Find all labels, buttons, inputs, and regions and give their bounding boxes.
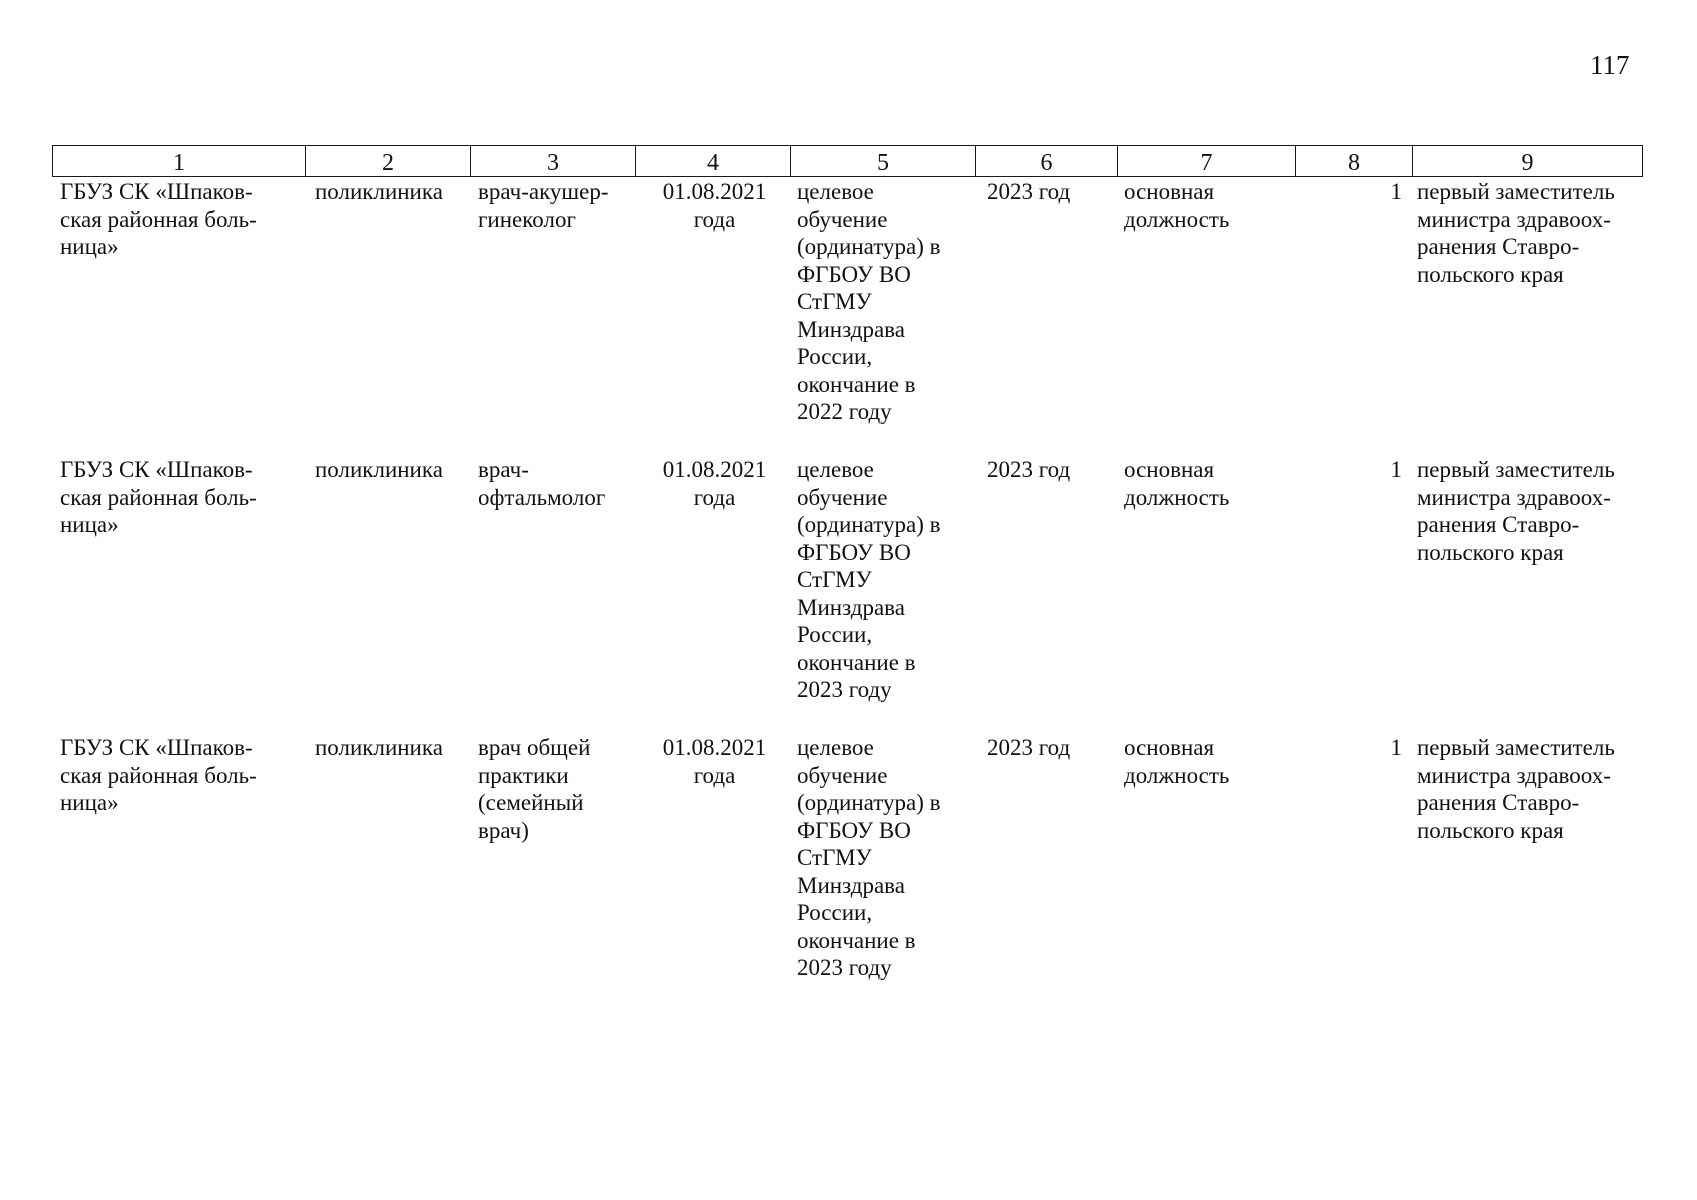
organization-cell: ГБУЗ СК «Шпаков- ская районная боль- ница» (60, 735, 257, 815)
job-type-cell: основная должность (1124, 735, 1230, 788)
column-header-6: 6 (976, 146, 1118, 177)
column-header-9: 9 (1413, 146, 1643, 177)
column-header-5: 5 (791, 146, 976, 177)
official-cell: первый заместитель министра здравоох- ранения Ставро- польского края (1417, 457, 1615, 565)
job-type-cell: основная должность (1124, 457, 1230, 510)
page-number: 117 (1590, 50, 1630, 80)
column-header-7: 7 (1118, 146, 1296, 177)
unit-cell: поликлиника (315, 735, 443, 760)
job-type-cell: основная должность (1124, 179, 1230, 232)
year-cell: 2023 год (987, 179, 1071, 204)
official-cell: первый заместитель министра здравоох- ранения Ставро- польского края (1417, 735, 1615, 843)
date-cell: 01.08.2021 года (662, 179, 767, 232)
year-cell: 2023 год (987, 735, 1071, 760)
training-cell: целевое обучение (ординатура) в ФГБОУ ВО СтГМУ Минздрава России, окончание в 2022 году (797, 179, 941, 424)
column-header-2: 2 (306, 146, 471, 177)
column-header-1: 1 (53, 146, 306, 177)
training-cell: целевое обучение (ординатура) в ФГБОУ ВО СтГМУ Минздрава России, окончание в 2023 году (797, 735, 941, 980)
column-header-8: 8 (1296, 146, 1413, 177)
position-cell: врач- офтальмолог (478, 457, 606, 510)
organization-cell: ГБУЗ СК «Шпаков- ская районная боль- ница» (60, 457, 257, 537)
position-cell: врач общей практики (семейный врач) (478, 735, 591, 843)
date-cell: 01.08.2021 года (662, 735, 767, 788)
column-header-3: 3 (471, 146, 636, 177)
position-cell: врач-акушер- гинеколог (478, 179, 609, 232)
count-cell: 1 (1390, 457, 1402, 482)
count-cell: 1 (1390, 179, 1402, 204)
year-cell: 2023 год (987, 457, 1071, 482)
count-cell: 1 (1390, 735, 1402, 760)
unit-cell: поликлиника (315, 457, 443, 482)
column-number-header (52, 145, 1643, 177)
training-cell: целевое обучение (ординатура) в ФГБОУ ВО СтГМУ Минздрава России, окончание в 2023 году (797, 457, 941, 702)
organization-cell: ГБУЗ СК «Шпаков- ская районная боль- ница» (60, 179, 257, 259)
column-header-4: 4 (636, 146, 791, 177)
official-cell: первый заместитель министра здравоох- ранения Ставро- польского края (1417, 179, 1615, 287)
unit-cell: поликлиника (315, 179, 443, 204)
date-cell: 01.08.2021 года (662, 457, 767, 510)
